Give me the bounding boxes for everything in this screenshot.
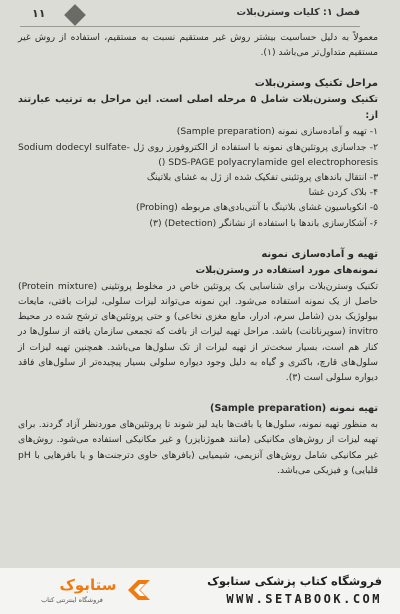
logo-subtext: فروشگاه اینترنتی کتاب	[41, 596, 103, 604]
store-name: فروشگاه کتاب پزشکی ستابوک	[207, 574, 382, 588]
list-item: ۶- آشکارسازی باندها با استفاده از نشانگر (Detection) (۳)	[149, 217, 378, 229]
intro-paragraph: معمولاً به دلیل حساسیت بیشتر روش غیر مستقیم نسبت به مستقیم، استفاده از روش غیر مستقیم متداول‌تر می‌باشد (۱).	[18, 32, 378, 59]
list-item: ۳- انتقال باندهای پروتئینی تفکیک شده از ژل به غشای بلاتینگ	[146, 172, 378, 184]
page-header	[20, 4, 360, 27]
section-subheading-samples: نمونه‌های مورد استفاده در وسترن‌بلات	[195, 264, 378, 276]
list-item: ۱- تهیه و آماده‌سازی نمونه (Sample preparation)	[176, 126, 378, 138]
book-logo-icon	[126, 578, 152, 602]
list-item: ۵- انکوباسیون غشای بلاتینگ با آنتی‌بادی‌های مربوطه (Probing)	[135, 202, 378, 214]
section-heading-steps: مراحل تکنیک وسترن‌بلات	[254, 78, 378, 90]
steps-list	[18, 124, 378, 230]
store-logo[interactable]	[14, 574, 164, 608]
samples-paragraph: تکنیک وسترن‌بلات برای شناسایی یک پروتئین خاص در مخلوط پروتئینی (Protein mixture) حاصل از یک نمونه استفاده می‌شود. این نمونه می‌تواند لیزات سلولی، لیزات بافتی، مایعات بیولوژیک بدن (شامل سرم، ادرار، مایع مغزی نخاعی) و حتی پروتئین‌های ترشح شده در محیط invitro (سوپرناتانت) باشد. مراحل تهیه لیزات از بافت که تجمعی سازمان یافته از سلول‌ها در کنار هم است، بسیار سخت‌تر از تهیه لیزات از تک سلول‌ها می‌باشد. همچنین تهیه لیزات از سلول‌های قارچ، باکتری و گیاه به دلیل وجود دیواره سلولی بسیار پیچیده‌تر از سلول‌های فاقد دیواره سلولی است (۳).	[18, 280, 378, 384]
section-heading-preparation: تهیه و آماده‌سازی نمونه	[261, 248, 378, 260]
store-footer	[0, 568, 400, 614]
store-url-link[interactable]: WWW.SETABOOK.COM	[226, 592, 382, 606]
list-item: ۲- جداسازی پروتئین‌های نمونه با استفاده از الکتروفورز روی ژل Sodium dodecyl sulfate- ) SDS-PAGE polyacrylamide gel electrophoresis)	[18, 141, 379, 168]
page-content	[18, 30, 378, 478]
logo-text: ستابوک	[59, 576, 117, 594]
header-diamond-icon	[64, 4, 86, 26]
section-heading-sample-prep: تهیه نمونه (Sample preparation)	[210, 403, 378, 415]
section-subheading-steps: تکنیک وسترن‌بلات شامل ۵ مرحله اصلی است. این مراحل به ترتیب عبارتند از:	[18, 94, 378, 122]
chapter-title: فصل ۱: کلیات وسترن‌بلات	[236, 7, 360, 18]
sample-prep-paragraph: به منظور تهیه نمونه، سلول‌ها یا بافت‌ها باید لیز شوند تا پروتئین‌های موردنظر آزاد گردند. برای تهیه لیزات از روش‌های مکانیکی (مانند هموژنایزر) و غیر مکانیکی استفاده می‌شود. روش‌های غیر مکانیکی شامل روش‌های آنزیمی، شیمیایی (بافرهای حاوی دترجنت‌ها و یا بافرهایی با pH قلیایی) و فیزیکی می‌باشد.	[18, 419, 378, 476]
list-item: ۴- بلاک کردن غشا	[308, 187, 378, 199]
page-number: ۱۱	[32, 7, 46, 20]
